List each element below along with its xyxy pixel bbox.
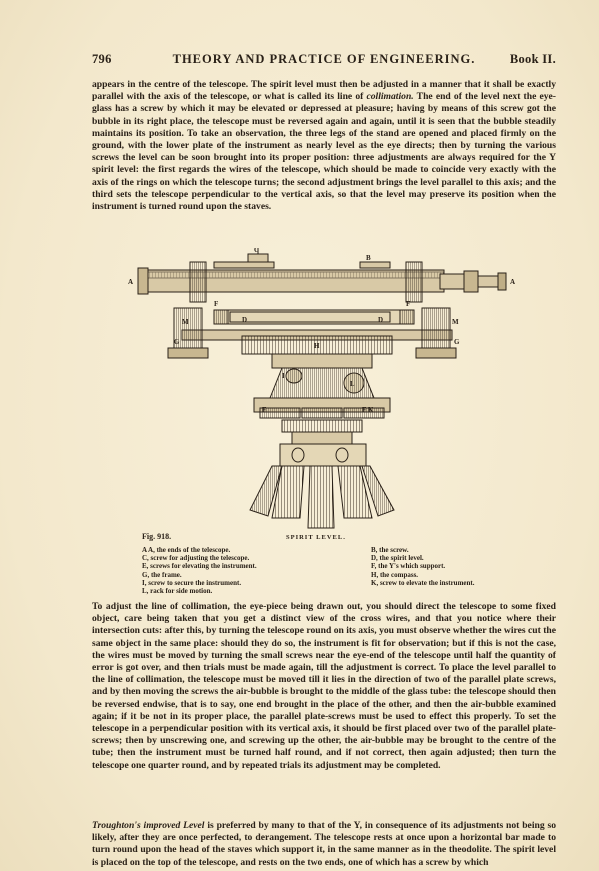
italic-term: collimation. [366, 91, 414, 103]
paragraph-text: To adjust the line of collimation, the eye-piece being drawn out, you should direct the telescope to some fixed object, care being taken that you get a distinct view of the cross wires, and that you notice where their intersection cuts: after this, by turning the telescope round on its axis, you must observe whether the wires cut the same object in the same place: should they do so, the instrument is fit for observation; but if this is not the case, the wires must be moved by turning the small screws near the eye-end of the telescope until half the quantity of error is got over, and then trials must be made again, till the adjustment is correct. To place the level parallel to the line of collimation, the telescope must be moved till it lies in the direction of two of the parallel plate screws, and by then moving the screws the air-bubble is brought to the middle of the glass tube: the telescope should then be reversed endwise, that is to say, one end brought in the place of the other, and then the air-bubble examined again; if it be not in its proper place, the parallel plate-screws must be used to effect this properly. To set the telescope in a perpendicular position with its vertical axis, it should be first placed over two of the parallel plate-screws; then by unscrewing one, and screwing up the other, the air-bubble may be brought to the centre of the tube; then the instrument must be turned half round, and if not correct, then again adjusted; then turn the telescope one quarter round, and by repeated trials its adjustment may be completed. [92, 601, 556, 771]
letter-a-left: A [128, 278, 134, 286]
letter-d-left: D [242, 316, 248, 324]
legend-left-column [142, 546, 362, 595]
running-header [92, 52, 556, 68]
legend-item: H, the compass. [371, 570, 419, 579]
legend-item: E, screws for elevating the instrument. [142, 562, 257, 571]
figure-number: Fig. 918. [142, 532, 172, 541]
legend-item: G, the frame. [142, 570, 182, 579]
legend-item: B, the screw. [371, 546, 409, 554]
letter-g-right: G [454, 338, 460, 346]
paragraph-text: appears in the centre of the telescope. The spirit level must then be adjusted in a manner that it shall be exactly parallel with the axis of the telescope, or what is called its line of [92, 79, 556, 103]
letter-l: L [350, 380, 355, 388]
letter-k: K [368, 406, 374, 414]
paragraph-troughton [92, 820, 556, 869]
legend-item: F, the Y's which support. [371, 562, 446, 571]
letter-i: I [282, 372, 285, 380]
figure-name: SPIRIT LEVEL. [286, 534, 346, 541]
legend-item: D, the spirit level. [371, 554, 424, 563]
legend-item: L, rack for side motion. [142, 587, 213, 596]
paragraph-collimation [92, 79, 556, 213]
letter-f-left: F [214, 300, 219, 308]
letter-g-left: G [174, 338, 180, 346]
letter-d-right: D [378, 316, 384, 324]
legend-item: K, screw to elevate the instrument. [371, 578, 475, 587]
letter-h: H [314, 342, 320, 350]
letter-m-right: M [452, 318, 459, 326]
letter-b: B [366, 254, 371, 262]
italic-term: Troughton's improved Level [92, 820, 205, 831]
book-label: Book II. [509, 52, 556, 66]
letter-e-left: E [262, 406, 267, 414]
legend-item: C, screw for adjusting the telescope. [142, 554, 250, 563]
letter-e-right: E [362, 406, 367, 414]
legend-right-column [371, 546, 541, 587]
paragraph-text: The end of the level next the eye-glass has a screw by which it may be elevated or depressed at pleasure; having by means of this screw got the bubble in its right place, the telescope must be reversed again and again, until it is seen that the bubble steadily maintains its position. To take an observation, the three legs of the stand are opened and placed firmly on the ground, with the lower plate of the instrument as nearly level as the eye directs; then by turning the various screws the level can be soon brought into its proper position: three adjustments are always required for the Y spirit level: the first regards the wires of the telescope, which should be made to coincide very exactly with the axis of the rings on which the telescope turns; the second adjustment brings the level parallel to this axis; and the third sets the telescope perpendicular to the vertical axis, so that the level may preserve its position when the instrument is turned round upon the staves. [92, 91, 556, 213]
letter-f-right: F [406, 300, 411, 308]
letter-m-left: M [182, 318, 189, 326]
paragraph-text: is preferred by many to that of the Y, in consequence of its adjustments not being so likely, after they are once perfected, to derangement. The telescope rests at once upon a horizontal bar made to turn round upon the head of the staves which support it, in the same manner as in the theodolite. The spirit level is placed on the top of the telescope, and rests on the two ends, one of which has a screw by which [92, 820, 556, 868]
page-number: 796 [92, 52, 112, 66]
paragraph-adjustment [92, 601, 556, 772]
running-title: THEORY AND PRACTICE OF ENGINEERING. [172, 52, 476, 66]
legend-item: I, screw to secure the instrument. [142, 578, 242, 587]
spirit-level-drawing [122, 248, 520, 530]
letter-c: C [254, 248, 260, 254]
letter-a-right: A [510, 278, 516, 286]
legend-item: A A, the ends of the telescope. [142, 546, 231, 554]
spirit-level-engraving [122, 248, 520, 530]
